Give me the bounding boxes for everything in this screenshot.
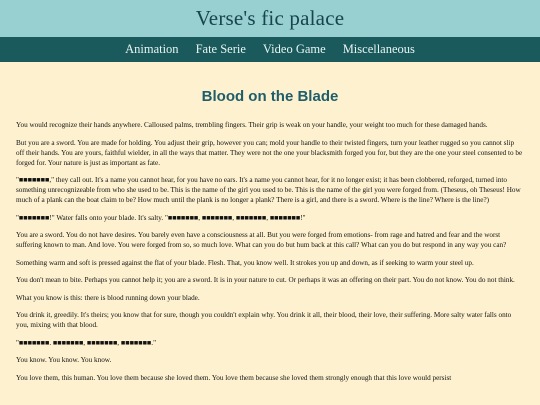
main-content (0, 87, 540, 383)
story-body (16, 120, 524, 383)
story-paragraph: You don't mean to bite. Perhaps you cannot help it; you are a sword. It is in your nature to cut. Or perhaps it was an offering on their part. You do not know. You do not think. (16, 276, 515, 284)
story-paragraph: You would recognize their hands anywhere. Calloused palms, trembling fingers. Their grip is weak on your handle, your weight too much for these damaged hands. (16, 121, 488, 129)
story-paragraph: Something warm and soft is pressed against the flat of your blade. Flesh. That, you know well. It strokes you up and down, as if seeking to warm your steel up. (16, 258, 474, 267)
nav-item-fate-serie[interactable]: Fate Serie (195, 42, 246, 56)
story-paragraph: You love them, this human. You love them because she loved them. You love them because she loved them strongly enough that this love would persist (16, 373, 452, 382)
nav-item-miscellaneous[interactable]: Miscellaneous (342, 42, 415, 56)
story-paragraph: You drink it, greedily. It's theirs; you know that for sure, though you couldn't explain why. You drink it all, their blood, their love, their suffering. More salty water falls onto you, mixing with that blood. (16, 311, 512, 329)
site-header (0, 0, 540, 37)
nav-item-video-game[interactable]: Video Game (262, 42, 326, 56)
story-paragraph: "■■■■■■■. ■■■■■■■, ■■■■■■■, ■■■■■■■." (16, 338, 157, 347)
main-nav (0, 37, 540, 62)
story-paragraph: You are a sword. You do not have desires. You barely even have a consciousness at all. But you were forged from emotions- from rage and hatred and fear and the worst suffering known to man. And love. You were forged from so, so much love. What can you do but hum back at this call? What can you do but respond in any way you can? (16, 231, 507, 249)
story-paragraph: "■■■■■■■," they call out. It's a name you cannot hear, for you have no ears. It's a name you cannot hear, for it no longer exist; it has been clobbered, reforged, turned into something unrecognizeable from who she used to be. This is the name of the girl you used to be. This is the name of the girl you were forged from. (Theseus, oh Theseus! How much of a plank can the boat claim to be? How much until the plank is no longer a plank? There is a girl, and there is a sword. Where is the line? Where is the line?) (16, 176, 521, 204)
story-paragraph: "■■■■■■■!" Water falls onto your blade. It's salty. "■■■■■■■, ■■■■■■■, ■■■■■■■, ■■■■■■■!" (16, 213, 306, 222)
nav-item-animation[interactable]: Animation (125, 42, 179, 56)
story-paragraph: You know. You know. You know. (16, 356, 112, 364)
story-title: Blood on the Blade (201, 88, 339, 105)
story-paragraph: But you are a sword. You are made for holding. You adjust their grip, however you can; mold your handle to their twisted fingers, turn your leather rugged so you cannot slip off their hands. You are yours, faithful wielder, in all the ways that matter. They were not the one your blacksmith forged you for, but they are the one your steel consented to be forged for. Your nature is just as important as fate. (16, 138, 523, 167)
story-paragraph: What you know is this: there is blood running down your blade. (16, 293, 200, 302)
site-title[interactable]: Verse's fic palace (195, 6, 345, 30)
